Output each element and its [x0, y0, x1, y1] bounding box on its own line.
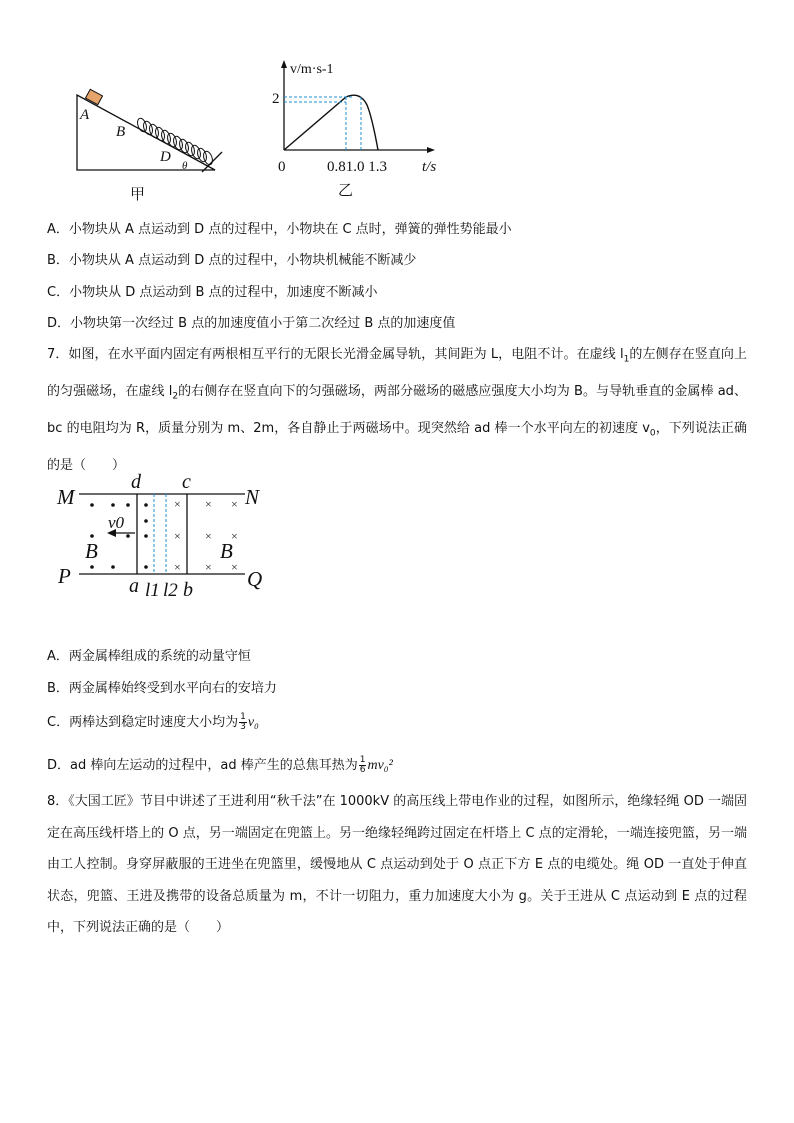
figure-incline [70, 88, 230, 208]
q8-stem: 8．《大国工匠》节目中讲述了王进利用“秋千法”在 1000kV 的高压线上带电作业的过程，如图所示，绝缘轻绳 OD 一端固定在高压线杆塔上的 O 点，另一端固定在兜篮上。另一绝缘轻绳跨过固定在杆塔上 C 点的定滑轮，一端连接兜篮，另一端由工人控制。身穿屏蔽服的王进坐在兜篮里，缓慢地从 C 点运动到处于 O 点正下方 E 点的电缆处。绳 OD 一直处于伸直状态，兜篮、王进及携带的设备总质量为 m，不计一切阻力，重力加速度大小为 g。关于王进从 C 点运动到 E 点的过程中，下列说法正确的是（ ） [47, 794, 747, 935]
q7-stem-part-1: 7．如图，在水平面内固定有两根相互平行的无限长光滑金属导轨，其间距为 L，电阻不计。在虚线 l [47, 347, 624, 362]
svg-text:×: × [205, 529, 212, 543]
label-M: M [57, 485, 75, 509]
q7-option-c-numerator: 1 [240, 712, 246, 722]
q7-option-c-denominator: 3 [240, 722, 246, 732]
svg-text:×: × [174, 497, 181, 511]
svg-text:×: × [205, 497, 212, 511]
label-B-right: B [220, 539, 233, 563]
svg-text:×: × [231, 529, 238, 543]
x-axis-label: t/s [422, 159, 437, 175]
q6-option-a: A．小物块从 A 点运动到 D 点的过程中，小物块在 C 点时，弹簧的弹性势能最小 [47, 222, 512, 237]
x-axis-arrow [427, 147, 435, 153]
y-axis-arrow [281, 60, 287, 68]
label-A: A [80, 107, 90, 123]
small-block [85, 89, 102, 104]
label-c: c [182, 471, 191, 493]
q7-option-d-denominator: 6 [359, 765, 366, 775]
q7-option-d-variable: mv₀² [367, 758, 393, 773]
q7-option-d-numerator: 1 [359, 755, 366, 765]
x-tick-labels: 0.81.0 1.3 [327, 159, 387, 175]
label-Q: Q [247, 567, 263, 591]
figure-vt-graph [272, 55, 452, 205]
label-v0: v0 [108, 513, 125, 532]
svg-text:×: × [205, 560, 212, 574]
q7-option-c-text: C．两棒达到稳定时速度大小均为 [47, 715, 239, 730]
q7-option-c-fraction [239, 713, 247, 732]
q7-stem-part-2: 的左侧存在竖直向上的匀强磁场，在虚线 l [47, 347, 747, 400]
svg-text:×: × [231, 560, 238, 574]
svg-text:×: × [231, 497, 238, 511]
q7-option-a: A．两金属棒组成的系统的动量守恒 [47, 649, 251, 664]
q7-stem [47, 339, 747, 482]
label-d: d [131, 471, 141, 493]
spring [136, 117, 214, 166]
velocity-curve [284, 95, 378, 150]
q7-option-d-fraction [359, 756, 367, 775]
caption-jia: 甲 [130, 185, 146, 203]
caption-yi: 乙 [338, 181, 354, 199]
label-B-left: B [85, 539, 98, 563]
q6-option-b: B．小物块从 A 点运动到 D 点的过程中，小物块机械能不断减少 [47, 253, 417, 268]
label-theta: θ [182, 160, 188, 172]
rails-diagram [55, 470, 275, 605]
q7-stem-part-4: ，下列说法正确的是（ ） [47, 421, 747, 474]
q7-option-d-text: D．ad 棒向左运动的过程中，ad 棒产生的总焦耳热为 [47, 758, 358, 773]
label-l1: l1 [145, 580, 160, 601]
q6-option-c: C．小物块从 D 点运动到 B 点的过程中，加速度不断减小 [47, 285, 378, 300]
q7-option-d [47, 756, 393, 775]
q7-stem-sub-3: 0 [649, 428, 656, 439]
q7-stem-part-3: 的右侧存在竖直向下的匀强磁场，两部分磁场的磁感应强度大小均为 B。与导轨垂直的金属棒 ad、bc 的电阻均为 R，质量分别为 m、2m，各自静止于两磁场中。现突然给 ad 棒一个水平向左的初速度 v [47, 384, 747, 437]
svg-text:×: × [174, 529, 181, 543]
y-tick-2: 2 [272, 91, 280, 107]
vt-graph [272, 55, 452, 205]
q6-option-d: D．小物块第一次经过 B 点的加速度值小于第二次经过 B 点的加速度值 [47, 316, 456, 331]
q7-option-b: B．两金属棒始终受到水平向右的安培力 [47, 681, 277, 696]
origin-label: 0 [278, 159, 286, 175]
label-B: B [116, 124, 126, 140]
label-D: D [160, 149, 171, 165]
label-N: N [245, 485, 260, 509]
q7-stem-sub-1: 1 [623, 354, 630, 365]
incline-diagram [70, 88, 230, 208]
figure-rails [55, 470, 275, 605]
label-l2: l2 [163, 580, 178, 601]
y-axis-label: v/m·s-1 [290, 62, 334, 77]
q7-option-c [47, 713, 259, 732]
label-b: b [183, 579, 193, 601]
label-a: a [129, 575, 139, 597]
label-P: P [58, 564, 71, 588]
svg-text:×: × [174, 560, 181, 574]
q7-option-c-variable: v₀ [247, 715, 259, 730]
q7-stem-sub-2: 2 [172, 391, 179, 402]
